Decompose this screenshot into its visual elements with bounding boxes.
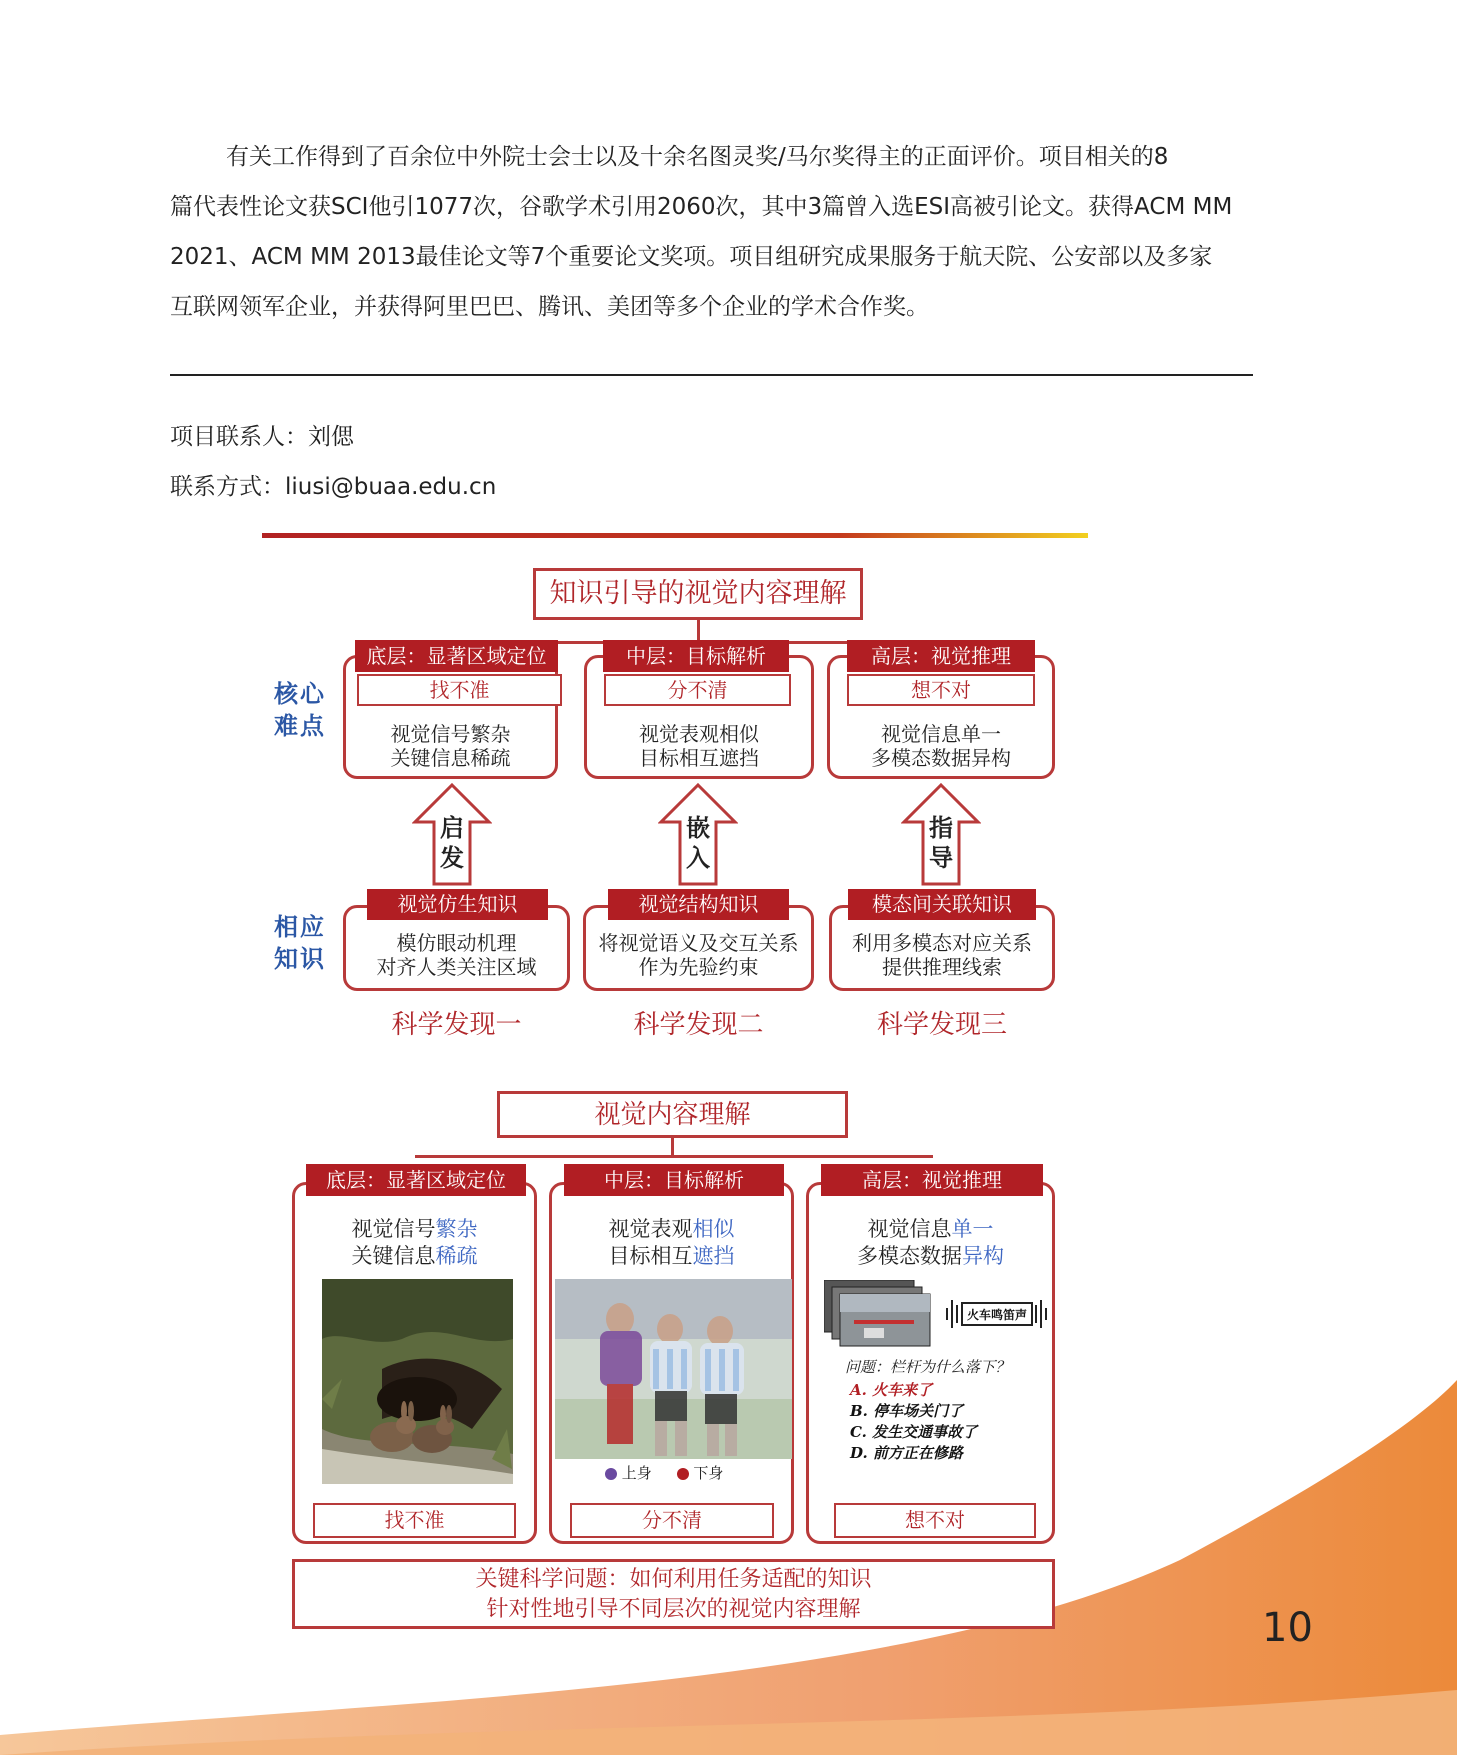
knowledge-tag-1: 视觉仿生知识: [367, 889, 548, 920]
panel-tag-mid: 中层：目标解析: [564, 1164, 784, 1196]
paragraph-line-4: 互联网领军企业，并获得阿里巴巴、腾讯、美团等多个企业的学术合作奖。: [170, 294, 929, 320]
football-players-photo: [555, 1279, 792, 1459]
legend-dot-lower: [677, 1468, 689, 1480]
option-b: B. 停车场关门了: [850, 1402, 964, 1420]
question-text: 问题：栏杆为什么落下？: [845, 1358, 1011, 1376]
knowledge-desc-2: 将视觉语义及交互关系 作为先验约束: [598, 931, 799, 979]
panel-desc-mid: 视觉表观相似 目标相互遮挡: [608, 1217, 735, 1268]
connector-line: [697, 620, 700, 642]
video-frames-icon: [824, 1280, 934, 1350]
body-paragraph: [170, 132, 1260, 332]
problem-label-high: 想不对: [847, 674, 1035, 706]
divider: [170, 374, 1253, 376]
paragraph-line-3: 2021、ACM MM 2013最佳论文等7个重要论文奖项。项目组研究成果服务于航天院、公安部以及多家: [170, 244, 1213, 270]
legend-dot-upper: [605, 1468, 617, 1480]
key-question-box: [292, 1559, 1055, 1629]
arrow-label-3: 指 导: [929, 814, 953, 872]
finding-3: 科学发现三: [876, 1010, 1007, 1040]
arrow-label-2: 嵌 入: [686, 814, 710, 872]
panel-problem-high: 想不对: [834, 1503, 1036, 1538]
panel-problem-low: 找不准: [313, 1503, 516, 1538]
diagram2-title: 视觉内容理解: [497, 1091, 848, 1138]
contact-method: 联系方式：liusi@buaa.edu.cn: [170, 474, 497, 500]
legend-upper: 上身: [621, 1464, 652, 1482]
knowledge-tag-2: 视觉结构知识: [608, 889, 789, 920]
figure-top-bar: [262, 533, 1088, 538]
panel-tag-low: 底层：显著区域定位: [306, 1164, 526, 1196]
option-d: D. 前方正在修路: [850, 1444, 963, 1462]
paragraph-line-2: 篇代表性论文获SCI他引1077次，谷歌学术引用2060次，其中3篇曾入选ESI高被引论文。获得ACM MM: [170, 194, 1233, 220]
diagram1-title: 知识引导的视觉内容理解: [533, 568, 863, 620]
side-label-core: 核心 难点: [274, 680, 326, 740]
problem-label-low: 找不准: [357, 674, 562, 706]
key-question-line-1: 关键科学问题：如何利用任务适配的知识: [475, 1567, 872, 1592]
connector-line: [671, 1138, 674, 1156]
level-tag-mid: 中层：目标解析: [603, 640, 789, 672]
panel-desc-low: 视觉信号繁杂 关键信息稀疏: [351, 1217, 478, 1268]
knowledge-tag-3: 模态间关联知识: [848, 889, 1036, 920]
connector-line: [415, 1155, 933, 1158]
difficulty-desc-high: 视觉信息单一 多模态数据异构: [871, 722, 1011, 770]
panel-desc-high: 视觉信息单一 多模态数据异构: [857, 1217, 1004, 1268]
key-question-line-2: 针对性地引导不同层次的视觉内容理解: [486, 1597, 861, 1622]
legend-lower: 下身: [693, 1464, 724, 1482]
rabbit-photo: [322, 1279, 513, 1484]
finding-2: 科学发现二: [633, 1010, 764, 1040]
option-a: A. 火车来了: [850, 1381, 933, 1399]
side-label-knowledge: 相应 知识: [274, 913, 326, 973]
arrow-label-1: 启 发: [440, 814, 464, 872]
difficulty-desc-low: 视觉信号繁杂 关键信息稀疏: [390, 722, 511, 770]
knowledge-desc-3: 利用多模态对应关系 提供推理线索: [852, 931, 1032, 979]
panel-tag-high: 高层：视觉推理: [821, 1164, 1043, 1196]
option-c: C. 发生交通事故了: [850, 1423, 978, 1441]
page-number: 10: [1262, 1605, 1313, 1651]
contact-person: 项目联系人：刘偲: [170, 424, 354, 450]
knowledge-desc-1: 模仿眼动机理 对齐人类关注区域: [376, 931, 537, 979]
paragraph-line-1: 有关工作得到了百余位中外院士会士以及十余名图灵奖/马尔奖得主的正面评价。项目相关的8: [226, 144, 1169, 170]
panel-problem-mid: 分不清: [570, 1503, 774, 1538]
level-tag-low: 底层：显著区域定位: [355, 640, 558, 672]
problem-label-mid: 分不清: [604, 674, 791, 706]
level-tag-high: 高层：视觉推理: [847, 640, 1035, 672]
legend: [605, 1462, 723, 1483]
difficulty-desc-mid: 视觉表观相似 目标相互遮挡: [639, 722, 759, 770]
finding-1: 科学发现一: [391, 1010, 522, 1040]
audio-label: 火车鸣笛声: [966, 1308, 1027, 1322]
